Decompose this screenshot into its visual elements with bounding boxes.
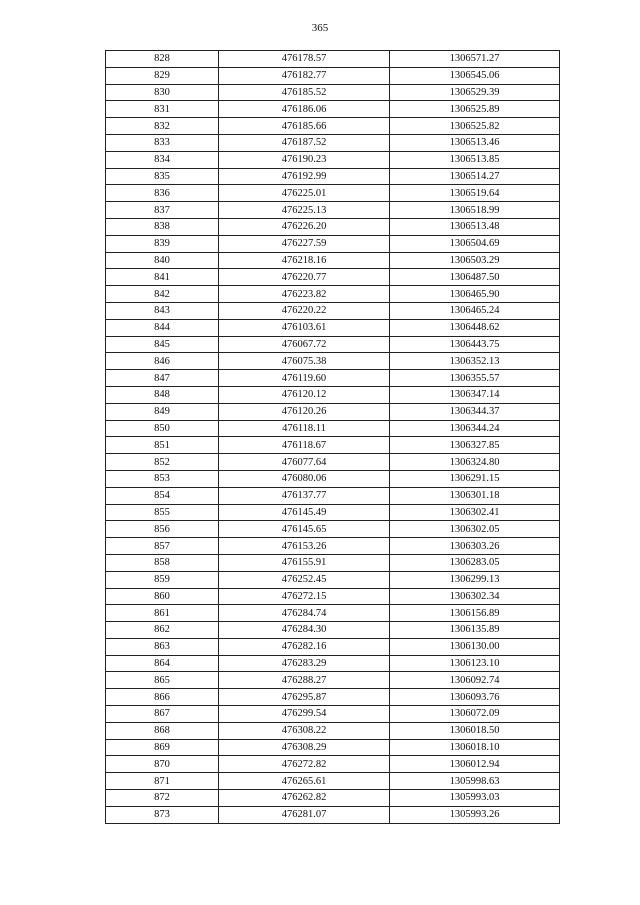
x-coordinate-cell: 476187.52: [219, 134, 390, 151]
y-coordinate-cell: 1306513.48: [390, 218, 560, 235]
point-number-cell: 868: [106, 722, 219, 739]
y-coordinate-cell: 1306302.05: [390, 521, 560, 538]
y-coordinate-cell: 1306018.10: [390, 739, 560, 756]
y-coordinate-cell: 1306487.50: [390, 269, 560, 286]
y-coordinate-cell: 1306291.15: [390, 470, 560, 487]
y-coordinate-cell: 1306525.89: [390, 101, 560, 118]
y-coordinate-cell: 1305998.63: [390, 773, 560, 790]
point-number-cell: 833: [106, 134, 219, 151]
table-row: [106, 756, 560, 773]
x-coordinate-cell: 476226.20: [219, 218, 390, 235]
table-row: [106, 571, 560, 588]
x-coordinate-cell: 476075.38: [219, 353, 390, 370]
coordinates-table: [105, 50, 560, 824]
table-row: [106, 521, 560, 538]
y-coordinate-cell: 1306130.00: [390, 638, 560, 655]
x-coordinate-cell: 476227.59: [219, 235, 390, 252]
point-number-cell: 858: [106, 554, 219, 571]
point-number-cell: 851: [106, 437, 219, 454]
y-coordinate-cell: 1306072.09: [390, 706, 560, 723]
x-coordinate-cell: 476067.72: [219, 336, 390, 353]
point-number-cell: 871: [106, 773, 219, 790]
point-number-cell: 857: [106, 538, 219, 555]
y-coordinate-cell: 1306302.41: [390, 504, 560, 521]
table-row: [106, 470, 560, 487]
table-row: [106, 185, 560, 202]
point-number-cell: 852: [106, 454, 219, 471]
table-row: [106, 806, 560, 823]
y-coordinate-cell: 1306123.10: [390, 655, 560, 672]
y-coordinate-cell: 1306092.74: [390, 672, 560, 689]
table-row: [106, 168, 560, 185]
x-coordinate-cell: 476262.82: [219, 790, 390, 807]
point-number-cell: 845: [106, 336, 219, 353]
table-row: [106, 84, 560, 101]
table-row: [106, 302, 560, 319]
x-coordinate-cell: 476284.30: [219, 622, 390, 639]
table-row: [106, 353, 560, 370]
point-number-cell: 873: [106, 806, 219, 823]
x-coordinate-cell: 476218.16: [219, 252, 390, 269]
x-coordinate-cell: 476182.77: [219, 67, 390, 84]
x-coordinate-cell: 476225.01: [219, 185, 390, 202]
point-number-cell: 860: [106, 588, 219, 605]
table-row: [106, 269, 560, 286]
x-coordinate-cell: 476118.67: [219, 437, 390, 454]
table-row: [106, 286, 560, 303]
table-row: [106, 605, 560, 622]
y-coordinate-cell: 1305993.03: [390, 790, 560, 807]
coordinates-table-body: [106, 51, 560, 824]
x-coordinate-cell: 476185.66: [219, 118, 390, 135]
y-coordinate-cell: 1306303.26: [390, 538, 560, 555]
table-row: [106, 202, 560, 219]
y-coordinate-cell: 1306571.27: [390, 51, 560, 68]
table-row: [106, 655, 560, 672]
y-coordinate-cell: 1306545.06: [390, 67, 560, 84]
table-row: [106, 118, 560, 135]
y-coordinate-cell: 1305993.26: [390, 806, 560, 823]
x-coordinate-cell: 476153.26: [219, 538, 390, 555]
y-coordinate-cell: 1306355.57: [390, 370, 560, 387]
table-row: [106, 437, 560, 454]
x-coordinate-cell: 476192.99: [219, 168, 390, 185]
table-row: [106, 538, 560, 555]
table-row: [106, 706, 560, 723]
x-coordinate-cell: 476186.06: [219, 101, 390, 118]
point-number-cell: 834: [106, 151, 219, 168]
point-number-cell: 849: [106, 403, 219, 420]
point-number-cell: 842: [106, 286, 219, 303]
y-coordinate-cell: 1306301.18: [390, 487, 560, 504]
x-coordinate-cell: 476295.87: [219, 689, 390, 706]
point-number-cell: 843: [106, 302, 219, 319]
table-row: [106, 773, 560, 790]
y-coordinate-cell: 1306299.13: [390, 571, 560, 588]
point-number-cell: 828: [106, 51, 219, 68]
point-number-cell: 866: [106, 689, 219, 706]
x-coordinate-cell: 476077.64: [219, 454, 390, 471]
point-number-cell: 855: [106, 504, 219, 521]
table-row: [106, 739, 560, 756]
table-row: [106, 51, 560, 68]
x-coordinate-cell: 476137.77: [219, 487, 390, 504]
point-number-cell: 867: [106, 706, 219, 723]
table-row: [106, 554, 560, 571]
table-row: [106, 319, 560, 336]
x-coordinate-cell: 476118.11: [219, 420, 390, 437]
x-coordinate-cell: 476225.13: [219, 202, 390, 219]
x-coordinate-cell: 476145.49: [219, 504, 390, 521]
point-number-cell: 838: [106, 218, 219, 235]
x-coordinate-cell: 476220.22: [219, 302, 390, 319]
point-number-cell: 861: [106, 605, 219, 622]
x-coordinate-cell: 476272.15: [219, 588, 390, 605]
x-coordinate-cell: 476299.54: [219, 706, 390, 723]
point-number-cell: 865: [106, 672, 219, 689]
y-coordinate-cell: 1306513.46: [390, 134, 560, 151]
x-coordinate-cell: 476080.06: [219, 470, 390, 487]
point-number-cell: 832: [106, 118, 219, 135]
point-number-cell: 840: [106, 252, 219, 269]
x-coordinate-cell: 476120.26: [219, 403, 390, 420]
point-number-cell: 872: [106, 790, 219, 807]
y-coordinate-cell: 1306327.85: [390, 437, 560, 454]
y-coordinate-cell: 1306448.62: [390, 319, 560, 336]
y-coordinate-cell: 1306344.37: [390, 403, 560, 420]
table-row: [106, 790, 560, 807]
table-row: [106, 151, 560, 168]
point-number-cell: 835: [106, 168, 219, 185]
x-coordinate-cell: 476265.61: [219, 773, 390, 790]
y-coordinate-cell: 1306513.85: [390, 151, 560, 168]
y-coordinate-cell: 1306519.64: [390, 185, 560, 202]
y-coordinate-cell: 1306503.29: [390, 252, 560, 269]
point-number-cell: 830: [106, 84, 219, 101]
table-row: [106, 67, 560, 84]
y-coordinate-cell: 1306093.76: [390, 689, 560, 706]
page-number: 365: [311, 22, 329, 34]
point-number-cell: 836: [106, 185, 219, 202]
table-row: [106, 588, 560, 605]
y-coordinate-cell: 1306135.89: [390, 622, 560, 639]
point-number-cell: 854: [106, 487, 219, 504]
y-coordinate-cell: 1306012.94: [390, 756, 560, 773]
table-row: [106, 235, 560, 252]
point-number-cell: 863: [106, 638, 219, 655]
table-row: [106, 689, 560, 706]
y-coordinate-cell: 1306302.34: [390, 588, 560, 605]
y-coordinate-cell: 1306018.50: [390, 722, 560, 739]
point-number-cell: 869: [106, 739, 219, 756]
point-number-cell: 870: [106, 756, 219, 773]
table-row: [106, 672, 560, 689]
table-row: [106, 454, 560, 471]
point-number-cell: 841: [106, 269, 219, 286]
point-number-cell: 864: [106, 655, 219, 672]
point-number-cell: 847: [106, 370, 219, 387]
x-coordinate-cell: 476252.45: [219, 571, 390, 588]
y-coordinate-cell: 1306465.24: [390, 302, 560, 319]
x-coordinate-cell: 476282.16: [219, 638, 390, 655]
x-coordinate-cell: 476145.65: [219, 521, 390, 538]
y-coordinate-cell: 1306324.80: [390, 454, 560, 471]
x-coordinate-cell: 476178.57: [219, 51, 390, 68]
point-number-cell: 837: [106, 202, 219, 219]
table-row: [106, 218, 560, 235]
table-row: [106, 336, 560, 353]
x-coordinate-cell: 476185.52: [219, 84, 390, 101]
x-coordinate-cell: 476223.82: [219, 286, 390, 303]
table-row: [106, 504, 560, 521]
table-row: [106, 420, 560, 437]
y-coordinate-cell: 1306156.89: [390, 605, 560, 622]
point-number-cell: 829: [106, 67, 219, 84]
point-number-cell: 862: [106, 622, 219, 639]
point-number-cell: 846: [106, 353, 219, 370]
point-number-cell: 853: [106, 470, 219, 487]
y-coordinate-cell: 1306529.39: [390, 84, 560, 101]
point-number-cell: 850: [106, 420, 219, 437]
x-coordinate-cell: 476308.22: [219, 722, 390, 739]
x-coordinate-cell: 476284.74: [219, 605, 390, 622]
table-row: [106, 386, 560, 403]
table-row: [106, 487, 560, 504]
x-coordinate-cell: 476120.12: [219, 386, 390, 403]
point-number-cell: 859: [106, 571, 219, 588]
table-row: [106, 101, 560, 118]
x-coordinate-cell: 476190.23: [219, 151, 390, 168]
x-coordinate-cell: 476308.29: [219, 739, 390, 756]
y-coordinate-cell: 1306352.13: [390, 353, 560, 370]
x-coordinate-cell: 476281.07: [219, 806, 390, 823]
x-coordinate-cell: 476119.60: [219, 370, 390, 387]
point-number-cell: 844: [106, 319, 219, 336]
x-coordinate-cell: 476103.61: [219, 319, 390, 336]
point-number-cell: 848: [106, 386, 219, 403]
x-coordinate-cell: 476155.91: [219, 554, 390, 571]
x-coordinate-cell: 476220.77: [219, 269, 390, 286]
x-coordinate-cell: 476288.27: [219, 672, 390, 689]
table-row: [106, 622, 560, 639]
y-coordinate-cell: 1306347.14: [390, 386, 560, 403]
y-coordinate-cell: 1306518.99: [390, 202, 560, 219]
x-coordinate-cell: 476283.29: [219, 655, 390, 672]
point-number-cell: 831: [106, 101, 219, 118]
y-coordinate-cell: 1306525.82: [390, 118, 560, 135]
x-coordinate-cell: 476272.82: [219, 756, 390, 773]
table-row: [106, 370, 560, 387]
y-coordinate-cell: 1306443.75: [390, 336, 560, 353]
table-row: [106, 134, 560, 151]
y-coordinate-cell: 1306283.05: [390, 554, 560, 571]
y-coordinate-cell: 1306344.24: [390, 420, 560, 437]
y-coordinate-cell: 1306514.27: [390, 168, 560, 185]
table-row: [106, 252, 560, 269]
y-coordinate-cell: 1306504.69: [390, 235, 560, 252]
table-row: [106, 403, 560, 420]
y-coordinate-cell: 1306465.90: [390, 286, 560, 303]
table-row: [106, 722, 560, 739]
table-row: [106, 638, 560, 655]
point-number-cell: 856: [106, 521, 219, 538]
point-number-cell: 839: [106, 235, 219, 252]
